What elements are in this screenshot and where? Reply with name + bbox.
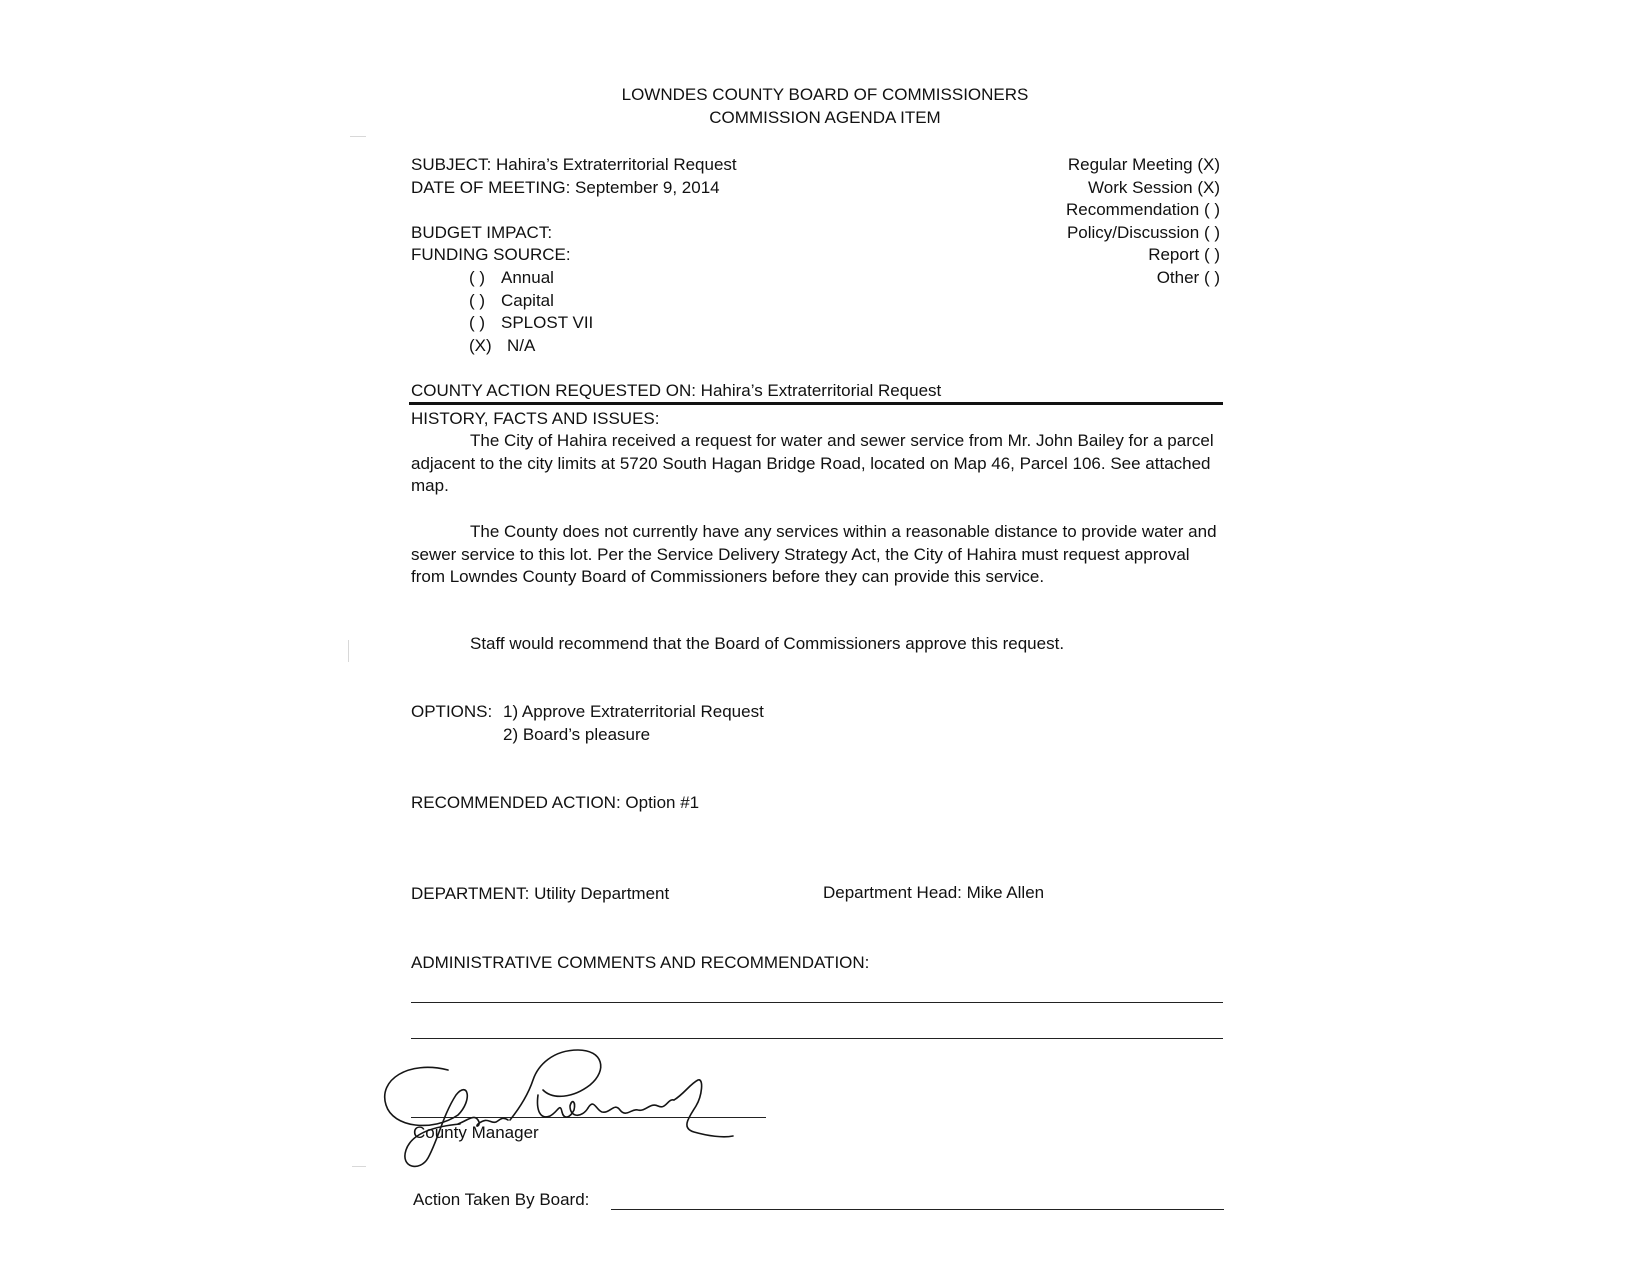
meeting-type-policy: Policy/Discussion ( ) — [1066, 223, 1220, 242]
action-requested: COUNTY ACTION REQUESTED ON: Hahira’s Extraterritorial Request — [411, 381, 942, 400]
recommended-action: RECOMMENDED ACTION: Option #1 — [411, 793, 700, 812]
comment-line — [411, 1038, 1223, 1039]
comment-line — [411, 1002, 1223, 1003]
scan-mark — [352, 1166, 366, 1167]
funding-option-label: N/A — [507, 336, 536, 355]
budget-impact: BUDGET IMPACT: — [411, 223, 553, 242]
meeting-type-work-session: Work Session (X) — [1088, 178, 1220, 197]
admin-comments-heading: ADMINISTRATIVE COMMENTS AND RECOMMENDATION: — [411, 953, 870, 972]
funding-option-mark: (X) — [469, 336, 492, 355]
funding-option-label: Capital — [501, 291, 554, 310]
funding-option-label: Annual — [501, 268, 554, 287]
meeting-type-other: Other ( ) — [1156, 268, 1220, 287]
signature-title: County Manager — [413, 1123, 539, 1142]
meeting-type-report: Report ( ) — [1148, 245, 1220, 264]
funding-option-mark: ( ) — [469, 268, 486, 287]
meeting-type-regular: Regular Meeting (X) — [1067, 155, 1220, 174]
action-taken-line — [611, 1209, 1224, 1210]
funding-option-mark: ( ) — [469, 313, 486, 332]
funding-source: FUNDING SOURCE: — [411, 245, 571, 264]
history-paragraph: Staff would recommend that the Board of Commissioners approve this request. — [470, 634, 1065, 653]
department: DEPARTMENT: Utility Department — [411, 884, 670, 903]
header-subtitle: COMMISSION AGENDA ITEM — [709, 108, 941, 127]
history-heading: HISTORY, FACTS AND ISSUES: — [411, 409, 660, 428]
history-paragraph: The County does not currently have any services within a reasonable distance to provide water and sewer service to this lot. Per the Service Delivery Strategy Act, the City of Hahira must request approval from Lowndes County Board of Commissioners before they can provide this service. — [411, 522, 1217, 586]
scan-mark — [348, 640, 349, 662]
options-label: OPTIONS: — [411, 702, 493, 721]
department-head: Department Head: Mike Allen — [823, 883, 1045, 902]
history-paragraph: The City of Hahira received a request for water and sewer service from Mr. John Bailey for a parcel adjacent to the city limits at 5720 South Hagan Bridge Road, located on Map 46, Parcel 106. See attached map. — [411, 431, 1214, 495]
subject-line: SUBJECT: Hahira’s Extraterritorial Request — [411, 155, 737, 174]
funding-option-label: SPLOST VII — [501, 313, 594, 332]
funding-option-mark: ( ) — [469, 291, 486, 310]
meeting-type-recommendation: Recommendation ( ) — [1065, 200, 1220, 219]
action-taken-label: Action Taken By Board: — [413, 1190, 590, 1209]
option-item: 1) Approve Extraterritorial Request — [503, 702, 764, 721]
meeting-date: DATE OF MEETING: September 9, 2014 — [411, 178, 720, 197]
signature-image — [378, 1040, 738, 1170]
option-item: 2) Board’s pleasure — [503, 725, 651, 744]
section-divider — [409, 402, 1223, 405]
scan-mark — [350, 136, 366, 137]
header-title: LOWNDES COUNTY BOARD OF COMMISSIONERS — [621, 85, 1029, 104]
